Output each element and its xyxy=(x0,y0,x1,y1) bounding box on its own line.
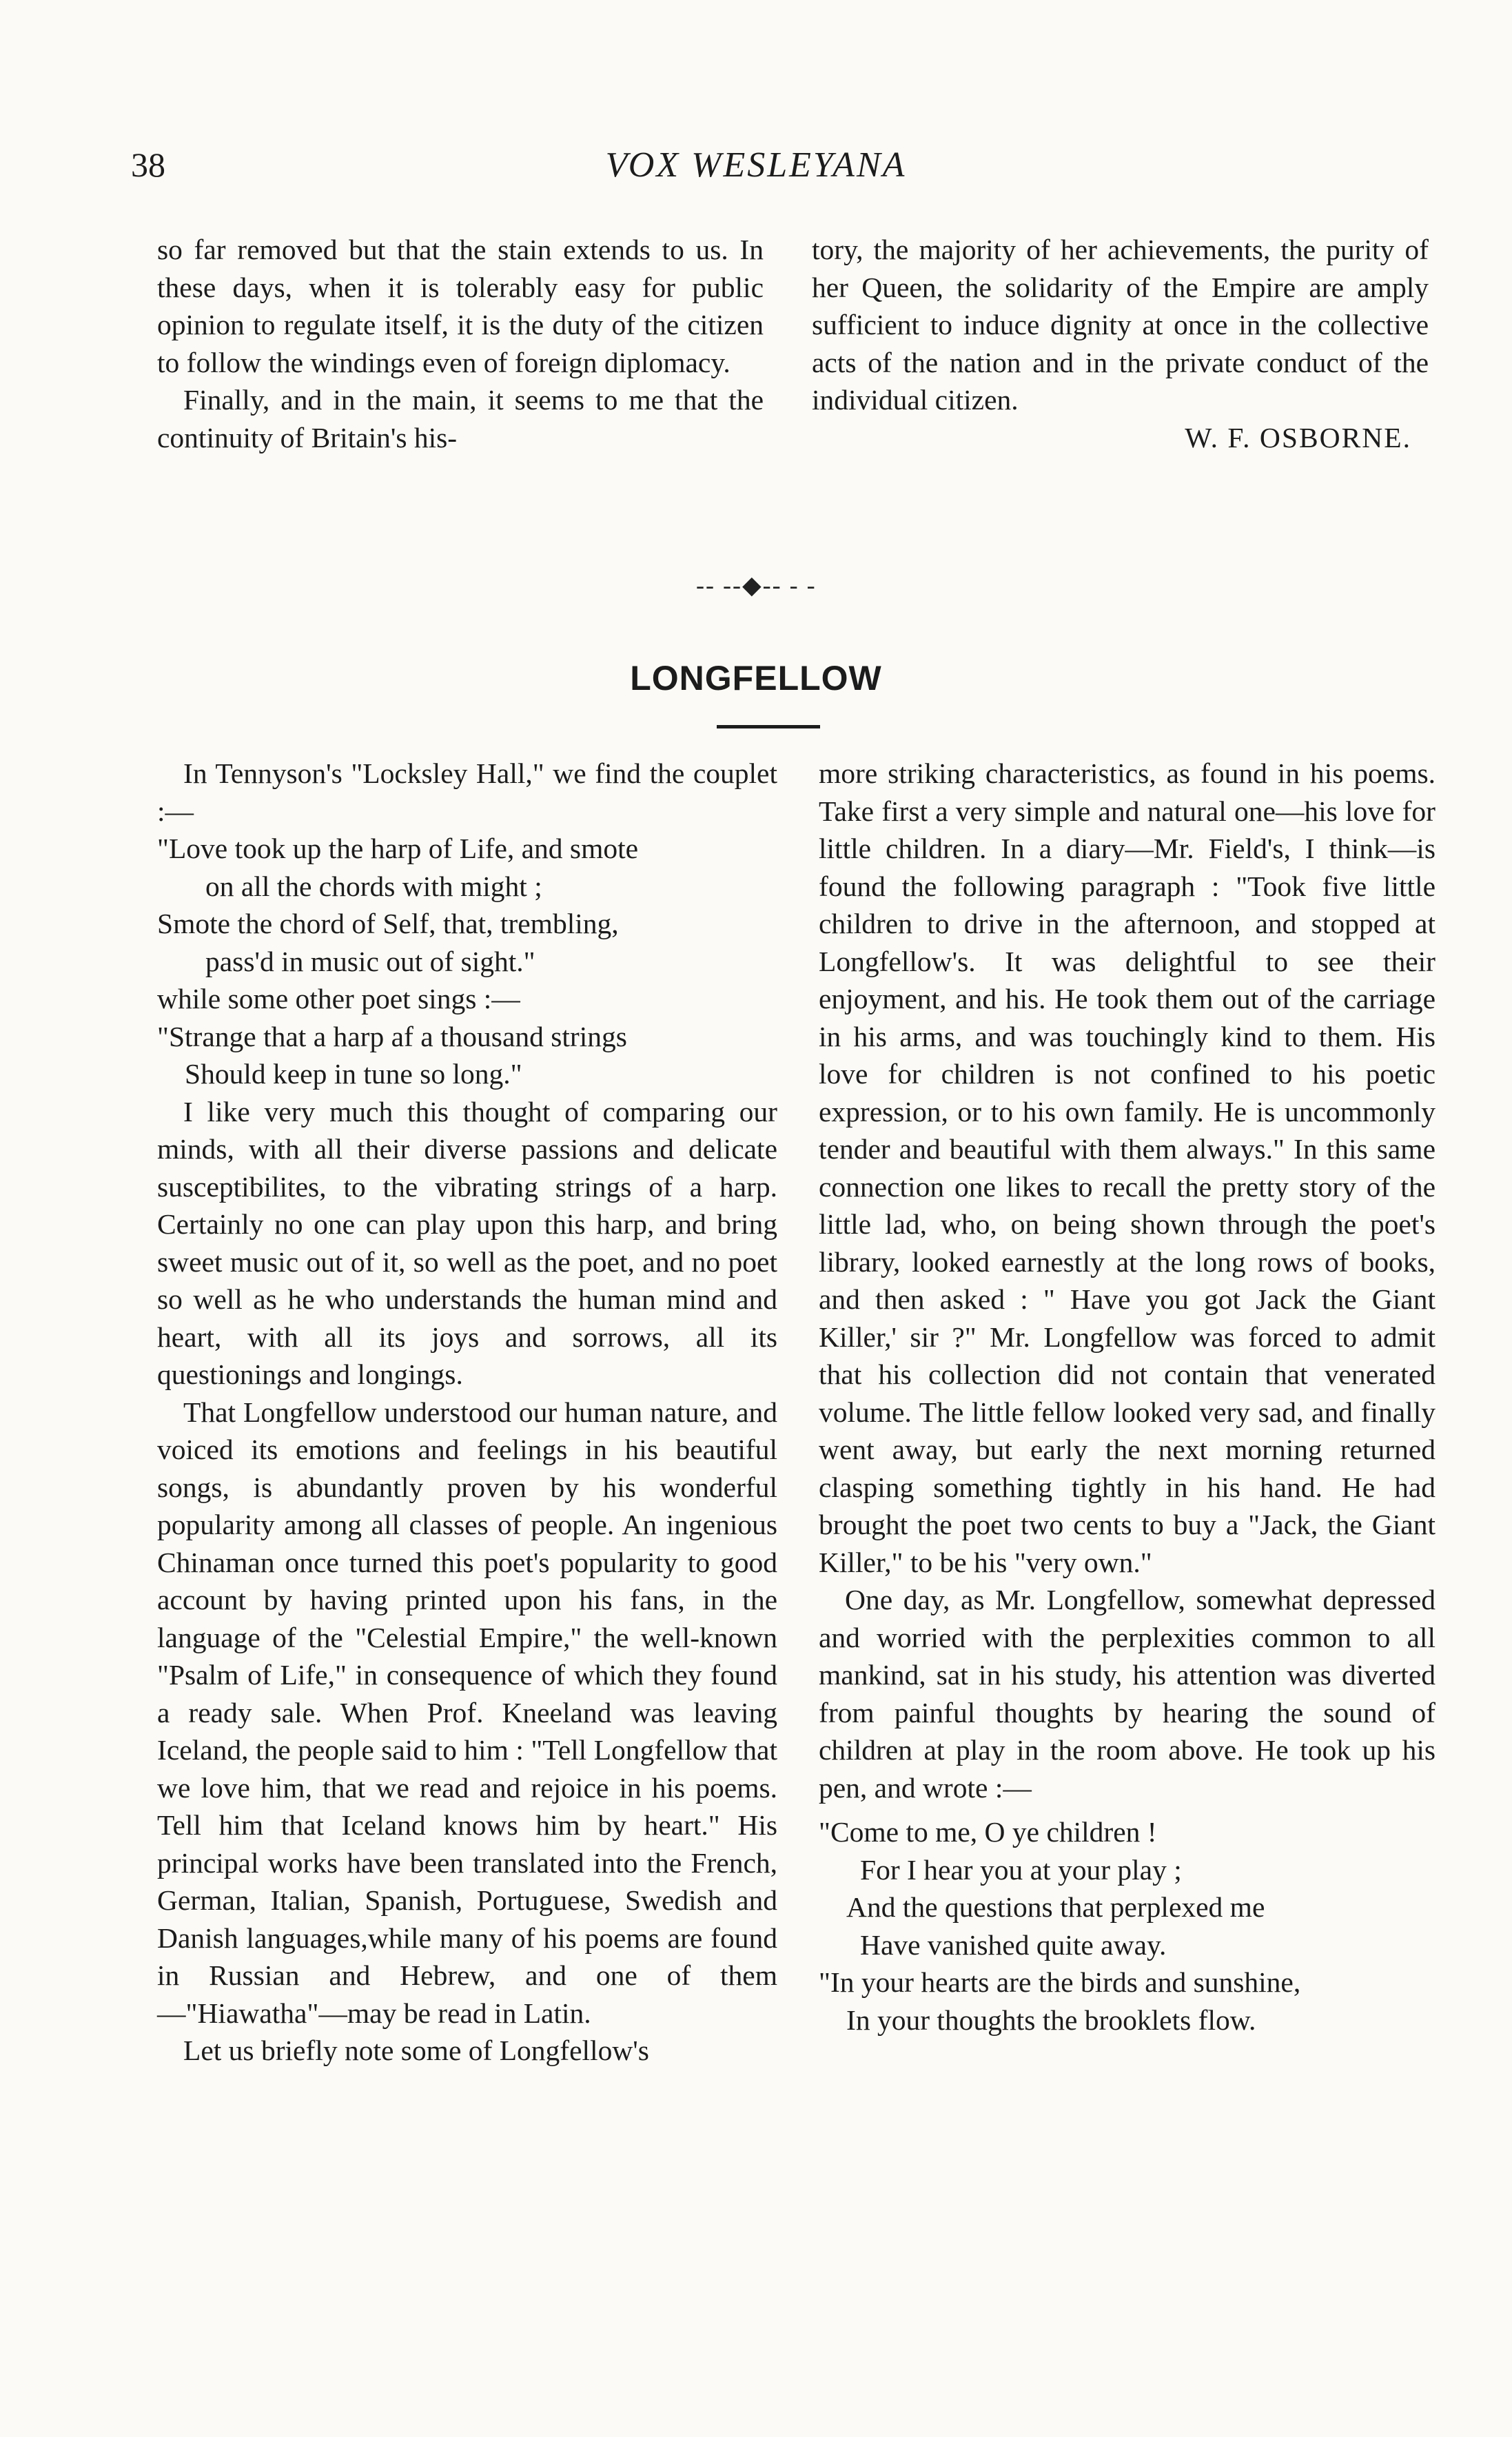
journal-title: VOX WESLEYANA xyxy=(605,145,907,185)
paragraph: Finally, and in the main, it seems to me that the continuity of Britain's his- xyxy=(157,384,764,453)
verse-line: pass'd in music out of sight." xyxy=(205,945,535,977)
verse-line: And the questions that perplexed me xyxy=(846,1891,1265,1923)
verse-line: "Come to me, O ye children ! xyxy=(819,1816,1157,1848)
verse-line: Have vanished quite away. xyxy=(860,1928,1167,1961)
verse-line: Should keep in tune so long." xyxy=(185,1058,522,1090)
verse-line: "Strange that a harp af a thousand strings xyxy=(157,1020,627,1052)
verse-line: "Love took up the harp of Life, and smote xyxy=(157,833,639,864)
article-right-column xyxy=(819,755,1436,2039)
verse-block xyxy=(157,1018,777,1093)
intro-paragraph: In Tennyson's "Locksley Hall," we find the couplet :— xyxy=(157,757,777,827)
previous-article-left-column xyxy=(157,231,764,456)
verse-line: Smote the chord of Self, that, trembling, xyxy=(157,908,619,939)
verse-line: "In your hearts are the birds and sunshine, xyxy=(819,1966,1301,1998)
paragraph: I like very much this thought of comparing our minds, with all their diverse passions and delicate susceptibilites, to the vibrating strings of a harp. Certainly no one can play upon this harp, and bring sweet music out of it, so well as the poet, and no poet so well as he who understands the human mind and heart, with all its joys and sorrows, all its questionings and longings. xyxy=(157,1095,777,1390)
section-divider: -- --◆-- - - xyxy=(696,571,817,599)
title-underline xyxy=(717,725,820,728)
paragraph: while some other poet sings :— xyxy=(157,983,520,1014)
verse-line: For I hear you at your play ; xyxy=(860,1853,1182,1886)
paragraph: That Longfellow understood our human nature, and voiced its emotions and feelings in his beautiful songs, is abundantly proven by his wonderful popularity among all classes of people. An ingenious Chinaman once turned this poet's popularity to good account by having printed upon his fans, in the language of the "Celestial Empire," the well-known "Psalm of Life," in consequence of which they found a ready sale. When Prof. Kneeland was leaving Iceland, the people said to him : "Tell Longfellow that we love him, that we read and rejoice in his poems. Tell him that Iceland knows him by heart." His principal works have been translated into the French, German, Italian, Spanish, Portuguese, Swedish and Danish languages,while many of his poems are found in Russian and Hebrew, and one of them —"Hiawatha"—may be read in Latin. xyxy=(157,1396,777,2029)
verse-block xyxy=(157,830,777,980)
page-number: 38 xyxy=(131,145,165,184)
paragraph: tory, the majority of her achievements, the purity of her Queen, the solidarity of the Empire are amply sufficient to induce dignity at once in the collective acts of the nation and in the private conduct of the individual citizen. xyxy=(812,234,1429,416)
paragraph: Let us briefly note some of Longfellow's xyxy=(183,2035,649,2066)
paragraph: One day, as Mr. Longfellow, somewhat depressed and worried with the perplexities common to all mankind, sat in his study, his attention was diverted from painful thoughts by hearing the sound of children at play in the room above. He took up his pen, and wrote :— xyxy=(819,1584,1436,1804)
paragraph: so far removed but that the stain extends to us. In these days, when it is tolerably easy for public opinion to regulate itself, it is the duty of the citizen to follow the windings even of foreign diplomacy. xyxy=(157,234,764,378)
paragraph: more striking characteristics, as found in his poems. Take first a very simple and natural one—his love for little children. In a diary—Mr. Field's, I think—is found the following paragraph : "Took five little children to drive in the afternoon, and stopped at Longfellow's. It was delightful to see their enjoyment, and his. He took them out of the carriage in his arms, and was touchingly kind to them. His love for children is not confined to his poetic expression, or to his own family. He is uncommonly tender and beautiful with them always." In this same connection one likes to recall the pretty story of the little lad, who, on being shown through the poet's library, looked earnestly at the long rows of books, and then asked : " Have you got Jack the Giant Killer,' sir ?" Mr. Longfellow was forced to admit that his collection did not contain that venerated volume. The little fellow looked very sad, and finally went away, but early the next morning returned clasping something tightly in his hand. He had brought the poet two cents to buy a "Jack, the Giant Killer," to be his "very own." xyxy=(819,757,1436,1578)
verse-line: In your thoughts the brooklets flow. xyxy=(846,2003,1256,2036)
previous-article-right-column xyxy=(812,231,1429,456)
author-signature: W. F. OSBORNE. xyxy=(1185,421,1411,453)
article-left-column xyxy=(157,755,777,2070)
verse-line: on all the chords with might ; xyxy=(205,870,542,902)
article-title: LONGFELLOW xyxy=(630,659,882,697)
verse-block xyxy=(819,1813,1436,2039)
